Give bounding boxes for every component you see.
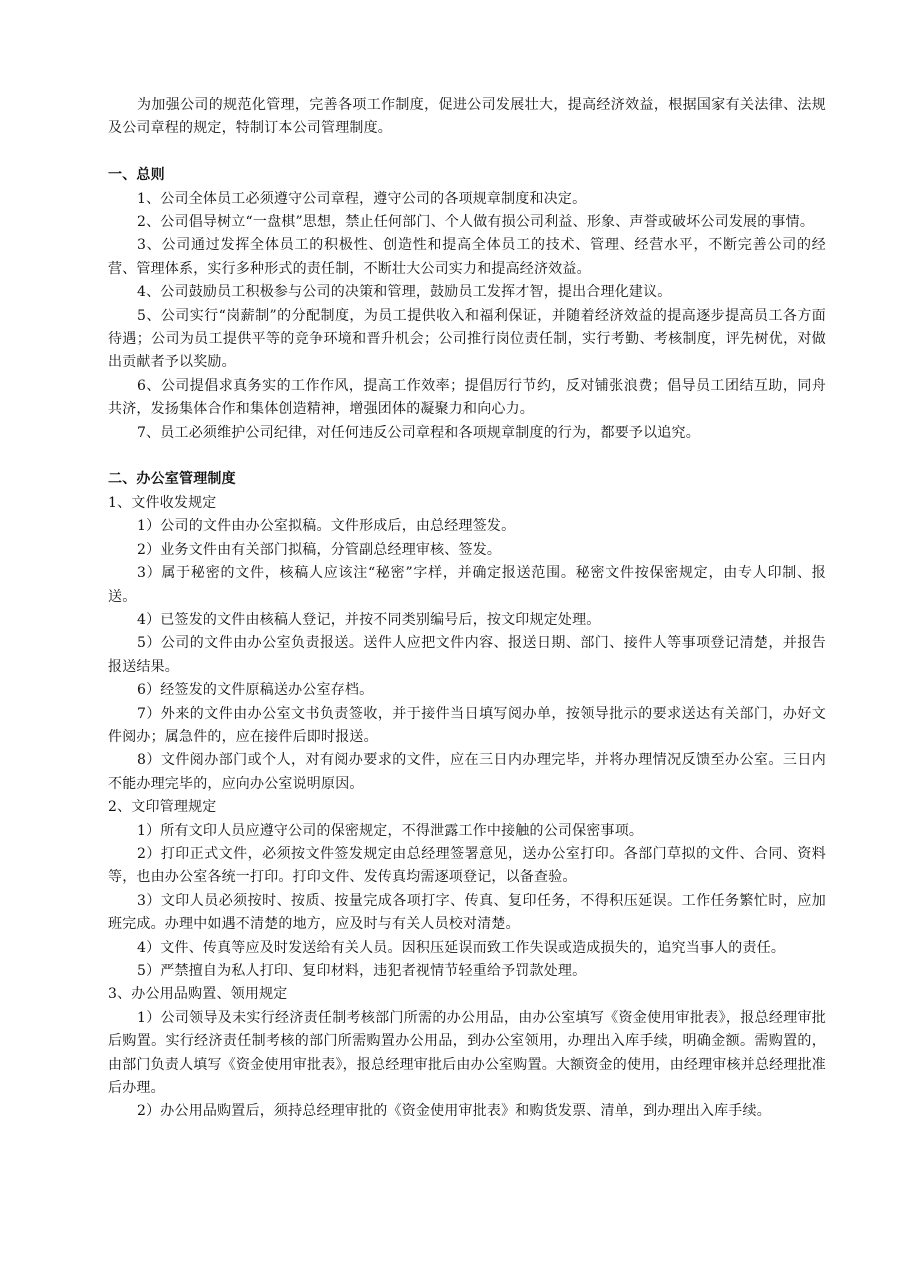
documents-item-1: 1）公司的文件由办公室拟稿。文件形成后，由总经理签发。 xyxy=(137,518,516,535)
subsection-title-printing: 2、文印管理规定 xyxy=(108,799,217,816)
section-heading-office: 二、办公室管理制度 xyxy=(108,471,236,488)
documents-item-4: 4）已签发的文件由核稿人登记，并按不同类别编号后，按文印规定处理。 xyxy=(137,611,601,628)
printing-item-5: 5）严禁擅自为私人打印、复印材料，违犯者视情节轻重给予罚款处理。 xyxy=(137,963,587,979)
general-item-3: 3、公司通过发挥全体员工的积极性、创造性和提高全体员工的技术、管理、经营水平，不断完善公司的经营、管理体系，实行多种形式的责任制，不断壮大公司实力和提高经济效益。 xyxy=(108,237,826,277)
subsection-title-documents: 1、文件收发规定 xyxy=(108,494,217,511)
spacer xyxy=(108,445,826,468)
intro-paragraph: 为加强公司的规范化管理，完善各项工作制度，促进公司发展壮大，提高经济效益，根据国家有关法律、法规及公司章程的规定，特制订本公司管理制度。 xyxy=(108,97,826,137)
general-item-6: 6、公司提倡求真务实的工作作风，提高工作效率；提倡厉行节约，反对铺张浪费；倡导员工团结互助，同舟共济，发扬集体合作和集体创造精神，增强团体的凝聚力和向心力。 xyxy=(108,377,826,418)
printing-item-2: 2）打印正式文件，必须按文件签发规定由总经理签署意见，送办公室打印。各部门草拟的文件、合同、资料等，也由办公室各统一打印。打印文件、发传真均需逐项登记，以备查验。 xyxy=(108,845,826,886)
printing-item-4: 4）文件、传真等应及时发送给有关人员。因积压延误而致工作失误或造成损失的，追究当事人的责任。 xyxy=(137,939,786,956)
section-heading-general: 一、总则 xyxy=(108,167,165,184)
document-body xyxy=(108,94,826,1124)
printing-item-1: 1）所有文印人员应遵守公司的保密规定，不得泄露工作中接触的公司保密事项。 xyxy=(137,822,644,839)
documents-item-3: 3）属于秘密的文件，核稿人应该注“秘密”字样，并确定报送范围。秘密文件按保密规定，由专人印制、报送。 xyxy=(108,565,826,605)
general-item-4: 4、公司鼓励员工积极参与公司的决策和管理，鼓励员工发挥才智，提出合理化建议。 xyxy=(137,284,672,301)
general-item-1: 1、公司全体员工必须遵守公司章程，遵守公司的各项规章制度和决定。 xyxy=(137,190,587,207)
documents-item-8: 8）文件阅办部门或个人，对有阅办要求的文件，应在三日内办理完毕，并将办理情况反馈至办公室。三日内不能办理完毕的，应向办公室说明原因。 xyxy=(108,752,826,792)
supplies-item-1: 1）公司领导及未实行经济责任制考核部门所需的办公用品，由办公室填写《资金使用审批表》，报总经理审批后购置。实行经济责任制考核的部门所需购置办公用品，到办公室领用，办理出入库手续，明确金额。需购置的，由部门负责人填写《资金使用审批表》，报总经理审批后由办公室购置。大额资金的使用，由经理审核并总经理批准后办理。 xyxy=(108,1009,826,1097)
subsection-title-supplies: 3、办公用品购置、领用规定 xyxy=(108,986,288,1003)
documents-item-6: 6）经签发的文件原稿送办公室存档。 xyxy=(137,682,374,699)
documents-item-7: 7）外来的文件由办公室文书负责签收，并于接件当日填写阅办单，按领导批示的要求送达有关部门，办好文件阅办；属急件的，应在接件后即时报送。 xyxy=(108,705,826,745)
general-item-2: 2、公司倡导树立“一盘棋”思想，禁止任何部门、个人做有损公司利益、形象、声誉或破坏公司发展的事情。 xyxy=(137,214,815,231)
printing-item-3: 3）文印人员必须按时、按质、按量完成各项打字、传真、复印任务，不得积压延误。工作任务繁忙时，应加班完成。办理中如遇不清楚的地方，应及时与有关人员校对清楚。 xyxy=(108,892,826,933)
general-item-5: 5、公司实行“岗薪制”的分配制度，为员工提供收入和福利保证，并随着经济效益的提高逐步提高员工各方面待遇；公司为员工提供平等的竞争环境和晋升机会；公司推行岗位责任制，实行考勤、考核制度，评先树优，对做出贡献者予以奖励。 xyxy=(108,307,826,371)
general-item-7: 7、员工必须维护公司纪律，对任何违反公司章程和各项规章制度的行为，都要予以追究。 xyxy=(137,424,700,441)
supplies-item-2: 2）办公用品购置后，须持总经理审批的《资金使用审批表》和购货发票、清单，到办理出入库手续。 xyxy=(137,1103,771,1120)
spacer xyxy=(108,141,826,164)
documents-item-5: 5）公司的文件由办公室负责报送。送件人应把文件内容、报送日期、部门、接件人等事项登记清楚，并报告报送结果。 xyxy=(108,635,826,675)
documents-item-2: 2）业务文件由有关部门拟稿，分管副总经理审核、签发。 xyxy=(137,541,502,558)
